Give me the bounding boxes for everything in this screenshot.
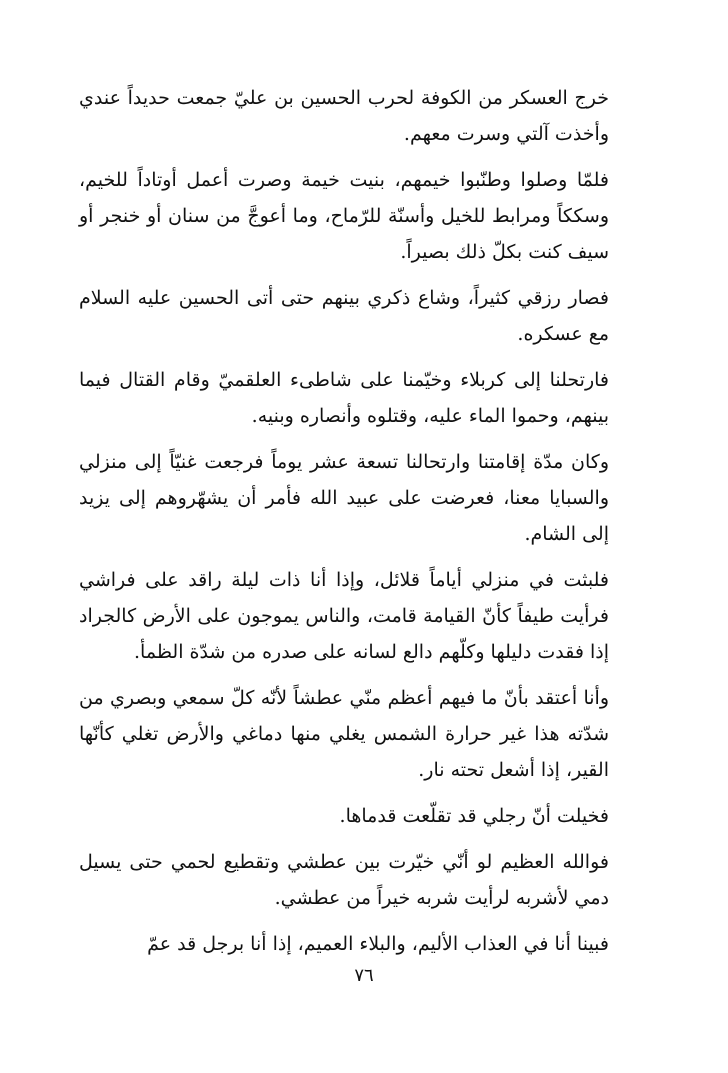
paragraph-3: فصار رزقي كثيراً، وشاع ذكري بينهم حتى أتى الحسين عليه السلام مع عسكره.	[79, 287, 609, 345]
paragraph-2: فلمّا وصلوا وطنّبوا خيمهم، بنيت خيمة وصرت أعمل أوتاداً للخيم، وسككاً ومرابط للخيل وأسنّة للرّماح، وما أعوجَّ من سنان أو خنجر أو سيف كنت بكلّ ذلك بصيراً.	[79, 169, 609, 263]
paragraph-9: فوالله العظيم لو أنّي خيّرت بين عطشي وتقطيع لحمي حتى يسيل دمي لأشربه لرأيت شربه خيراً من عطشي.	[79, 851, 609, 909]
text-block	[79, 80, 609, 962]
paragraph-10: فبينا أنا في العذاب الأليم، والبلاء العميم، إذا أنا برجل قد عمّ	[147, 933, 609, 955]
page-number: ٧٦	[354, 965, 374, 986]
paragraph-1: خرج العسكر من الكوفة لحرب الحسين بن عليّ جمعت حديداً عندي وأخذت آلتي وسرت معهم.	[79, 87, 609, 145]
page-body	[79, 80, 609, 1000]
paragraph-4: فارتحلنا إلى كربلاء وخيّمنا على شاطىء العلقميّ وقام القتال فيما بينهم، وحموا الماء عليه، وقتلوه وأنصاره وبنيه.	[79, 369, 609, 427]
paragraph-8: فخيلت أنّ رجلي قد تقلّعت قدماها.	[339, 805, 609, 827]
paragraph-5: وكان مدّة إقامتنا وارتحالنا تسعة عشر يوماً فرجعت غنيّاً إلى منزلي والسبايا معنا، فعرضت على عبيد الله فأمر أن يشهّروهم إلى يزيد إلى الشام.	[79, 451, 609, 545]
paragraph-7: وأنا أعتقد بأنّ ما فيهم أعظم منّي عطشاً لأنّه كلّ سمعي وبصري من شدّته هذا غير حرارة الشمس يغلي منها دماغي والأرض تغلي كأنّها القير، إذا أشعل تحته نار.	[79, 687, 609, 781]
paragraph-6: فلبثت في منزلي أياماً قلائل، وإذا أنا ذات ليلة راقد على فراشي فرأيت طيفاً كأنّ القيامة قامت، والناس يموجون على الأرض كالجراد إذا فقدت دليلها وكلّهم دالع لسانه على صدره من شدّة الظمأ.	[79, 569, 609, 663]
